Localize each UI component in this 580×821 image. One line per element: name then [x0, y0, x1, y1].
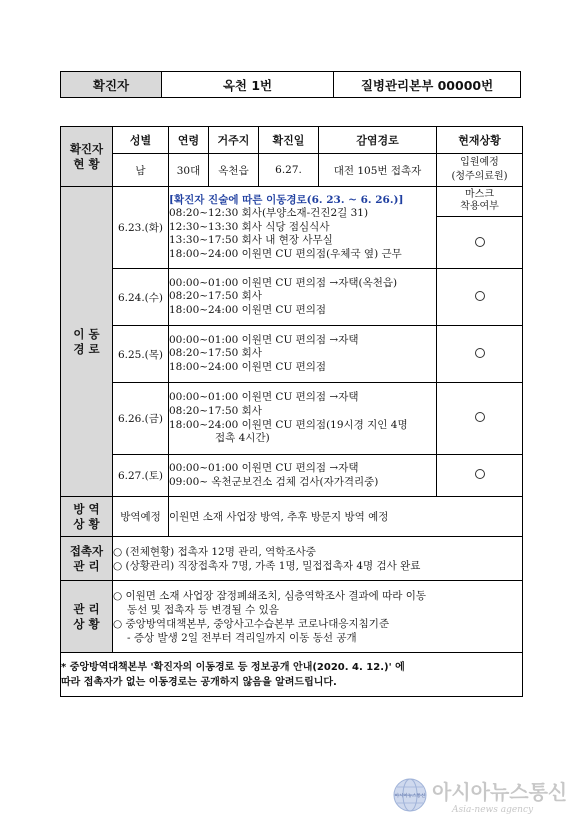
footnote: * 중앙방역대책본부 '확진자의 이동경로 등 정보공개 안내(2020. 4. 12.)' 에 따라 접촉자가 없는 이동경로는 공개하지 않음을 알려드립니다.	[61, 653, 523, 697]
col-infection-route: 감염경로	[319, 127, 437, 154]
route-row-1	[61, 187, 523, 269]
route-row-3	[61, 326, 523, 383]
route-date: 6.27.(토)	[113, 455, 169, 497]
route-line: 08:20~12:30 회사(부양소재-건진2길 31)	[169, 207, 369, 220]
route-lines	[169, 326, 437, 383]
route-line: 13:30~17:50 회사 내 현장 사무실	[169, 234, 333, 247]
mask-cell	[437, 269, 523, 326]
route-date: 6.25.(목)	[113, 326, 169, 383]
route-line: 18:00~24:00 이원면 CU 편의점	[169, 360, 327, 373]
route-row-4	[61, 383, 523, 455]
col-age: 연령	[169, 127, 209, 154]
value-age: 30대	[169, 154, 209, 187]
mask-cell	[437, 326, 523, 383]
management-line: 동선 및 접촉자 등 변경될 수 있음	[127, 603, 279, 616]
route-line: 00:00~01:00 이원면 CU 편의점 →자택	[169, 333, 359, 346]
route-date: 6.23.(화)	[113, 187, 169, 269]
route-line: 00:00~01:00 이원면 CU 편의점 →자택(옥천읍)	[169, 276, 398, 289]
col-confirm-date: 확진일	[259, 127, 319, 154]
footnote-row	[61, 653, 523, 697]
contacts-row	[61, 537, 523, 581]
quarantine-side-label: 방 역 상 황	[61, 497, 113, 537]
route-line: 00:00~01:00 이원면 CU 편의점 →자택	[169, 461, 359, 474]
route-date: 6.26.(금)	[113, 383, 169, 455]
route-lines	[169, 269, 437, 326]
header-kdca-id: 질병관리본부 00000번	[360, 77, 494, 93]
header-label: 확진자	[61, 72, 162, 97]
management-row	[61, 581, 523, 653]
contacts-side-label: 접촉자 관 리	[61, 537, 113, 581]
watermark	[392, 775, 574, 815]
value-infection-route: 대전 105번 접촉자	[319, 154, 437, 187]
route-line: 18:00~24:00 이원면 CU 편의점	[169, 303, 327, 316]
case-table	[60, 126, 523, 697]
contacts-line: ○ (상황관리) 직장접촉자 7명, 가족 1명, 밀접접촉자 4명 검사 완료	[113, 559, 421, 572]
value-sex: 남	[113, 154, 169, 187]
mask-cell	[437, 187, 523, 269]
mask-mark-icon	[475, 291, 485, 301]
route-line: 08:20~17:50 회사	[169, 404, 262, 417]
route-side-label: 이 동 경 로	[61, 187, 113, 497]
header-bar	[60, 71, 521, 98]
header-case-id: 옥천 1번	[162, 72, 334, 97]
value-residence: 옥천읍	[209, 154, 259, 187]
value-current-status: 입원예정 (청주의료원)	[437, 154, 523, 187]
mask-header: 마스크 착용여부	[460, 189, 499, 212]
management-line: ○ 중앙방역대책본부, 중앙사고수습본부 코로나대응지침기준	[113, 617, 390, 630]
route-line: 접촉 4시간)	[215, 432, 270, 445]
mask-cell	[437, 455, 523, 497]
management-line: ○ 이원면 소재 사업장 잠정폐쇄조치, 심층역학조사 결과에 따라 이동	[113, 589, 427, 602]
management-side-label: 관 리 상 황	[61, 581, 113, 653]
route-line: 12:30~13:30 회사 식당 점심식사	[169, 220, 330, 233]
route-line: 18:00~24:00 이원면 CU 편의점(19시경 지인 4명	[169, 418, 408, 431]
route-date: 6.24.(수)	[113, 269, 169, 326]
contacts-line: ○ (전체현황) 접촉자 12명 관리, 역학조사중	[113, 545, 316, 558]
management-detail	[113, 581, 523, 653]
management-line: - 증상 발생 2일 전부터 격리일까지 이동 동선 공개	[127, 631, 357, 644]
route-line: 08:20~17:50 회사	[169, 347, 262, 360]
route-row-5	[61, 455, 523, 497]
route-lines	[169, 455, 437, 497]
mask-cell	[437, 383, 523, 455]
route-line: 18:00~24:00 이원면 CU 편의점(우체국 옆) 근무	[169, 247, 402, 260]
route-lines	[169, 187, 437, 269]
status-value-row	[61, 154, 523, 187]
mask-mark-icon	[475, 412, 485, 422]
route-title: [확진자 진술에 따른 이동경로(6. 23. ~ 6. 26.)]	[169, 193, 404, 206]
watermark-subtitle: Asia-news agency	[452, 805, 534, 815]
watermark-brand: 아시아뉴스통신	[432, 780, 568, 804]
quarantine-row	[61, 497, 523, 537]
route-line: 09:00~ 옥천군보건소 검체 검사(자가격리중)	[169, 475, 379, 488]
route-row-2	[61, 269, 523, 326]
col-sex: 성별	[113, 127, 169, 154]
quarantine-detail: 이원면 소재 사업장 방역, 추후 방문지 방역 예정	[169, 497, 523, 537]
route-lines	[169, 383, 437, 455]
status-side-label: 확진자 현 황	[61, 127, 113, 187]
logo-text: 아시아뉴스통신	[394, 794, 426, 799]
route-line: 00:00~01:00 이원면 CU 편의점 →자택	[169, 391, 359, 404]
contacts-detail	[113, 537, 523, 581]
col-current-status: 현재상황	[437, 127, 523, 154]
mask-mark-icon	[475, 469, 485, 479]
route-line: 08:20~17:50 회사	[169, 290, 262, 303]
quarantine-status: 방역예정	[113, 497, 169, 537]
mask-mark-icon	[475, 348, 485, 358]
globe-logo-icon	[392, 775, 574, 815]
status-header-row	[61, 127, 523, 154]
mask-mark-icon	[475, 237, 485, 247]
value-confirm-date: 6.27.	[259, 154, 319, 187]
col-residence: 거주지	[209, 127, 259, 154]
